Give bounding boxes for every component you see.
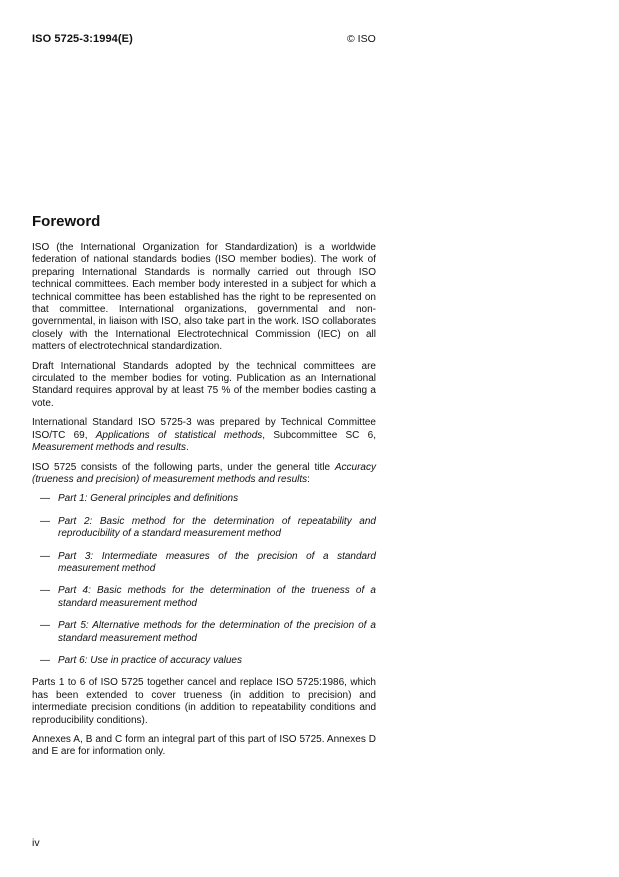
paragraph-annexes: Annexes A, B and C form an integral part of this part of ISO 5725. Annexes D and E are for information only. bbox=[32, 734, 376, 758]
dash-bullet: — bbox=[40, 585, 50, 597]
paragraph-prepared-by bbox=[32, 417, 376, 454]
paragraph-draft-standards: Draft International Standards adopted by the technical committees are circulated to the member bodies for voting. Publication as an International Standard requires approval by at least 75 % of the member bodies casting a vote. bbox=[32, 360, 376, 409]
list-item bbox=[32, 585, 376, 610]
parts-list bbox=[32, 493, 376, 667]
list-item bbox=[32, 493, 376, 505]
parts-intro-end: : bbox=[307, 473, 310, 485]
copyright-mark: © ISO bbox=[347, 33, 376, 45]
document-id: ISO 5725-3:1994(E) bbox=[32, 33, 133, 45]
paragraph-iso-intro: ISO (the International Organization for Standardization) is a worldwide federation of national standards bodies (ISO member bodies). The work of preparing International Standards is normally carried out through ISO technical committees. Each member body interested in a subject for which a technical committee has been established has the right to be represented on that committee. International organizations, governmental and non-governmental, in liaison with ISO, also take part in the work. ISO collaborates closely with the International Electrotechnical Commission (IEC) on all matters of electrotechnical standardization. bbox=[32, 242, 376, 353]
list-item bbox=[32, 620, 376, 645]
dash-bullet: — bbox=[40, 550, 50, 562]
foreword-heading: Foreword bbox=[32, 213, 101, 230]
list-item bbox=[32, 516, 376, 541]
part-title: Part 5: Alternative methods for the determination of the precision of a standard measurement method bbox=[58, 620, 376, 644]
prepared-by-text: International Standard ISO 5725-3 was prepared by Technical Committee ISO/TC 69, bbox=[32, 417, 376, 441]
paragraph-parts-intro bbox=[32, 462, 376, 487]
prepared-by-end: . bbox=[185, 442, 189, 454]
part-title: Part 1: General principles and definitions bbox=[58, 493, 239, 505]
dash-bullet: — bbox=[40, 515, 50, 527]
list-item bbox=[32, 655, 376, 667]
dash-bullet: — bbox=[40, 620, 50, 632]
dash-bullet: — bbox=[40, 493, 50, 505]
part-title: Part 4: Basic methods for the determination of the trueness of a standard measurement method bbox=[58, 585, 376, 609]
committee-title: Applications of statistical methods bbox=[95, 429, 263, 441]
subcommittee-text: , Subcommittee SC 6, bbox=[262, 429, 377, 441]
part-title: Part 3: Intermediate measures of the precision of a standard measurement method bbox=[58, 550, 376, 574]
page-number: iv bbox=[32, 837, 40, 849]
general-title: Accuracy (trueness and precision) of measurement methods and results bbox=[32, 461, 376, 485]
paragraph-replaces: Parts 1 to 6 of ISO 5725 together cancel and replace ISO 5725:1986, which has been extended to cover trueness (in addition to precision) and intermediate precision conditions (in addition to repeatability conditions and reproducibility conditions). bbox=[32, 677, 376, 726]
list-item bbox=[32, 551, 376, 576]
part-title: Part 2: Basic method for the determination of repeatability and reproducibility of a standard measurement method bbox=[58, 515, 376, 540]
dash-bullet: — bbox=[40, 654, 50, 666]
foreword-body bbox=[32, 242, 376, 766]
parts-intro-text: ISO 5725 consists of the following parts, under the general title bbox=[32, 461, 335, 473]
subcommittee-title: Measurement methods and results bbox=[32, 442, 186, 454]
part-title: Part 6: Use in practice of accuracy values bbox=[58, 654, 242, 666]
